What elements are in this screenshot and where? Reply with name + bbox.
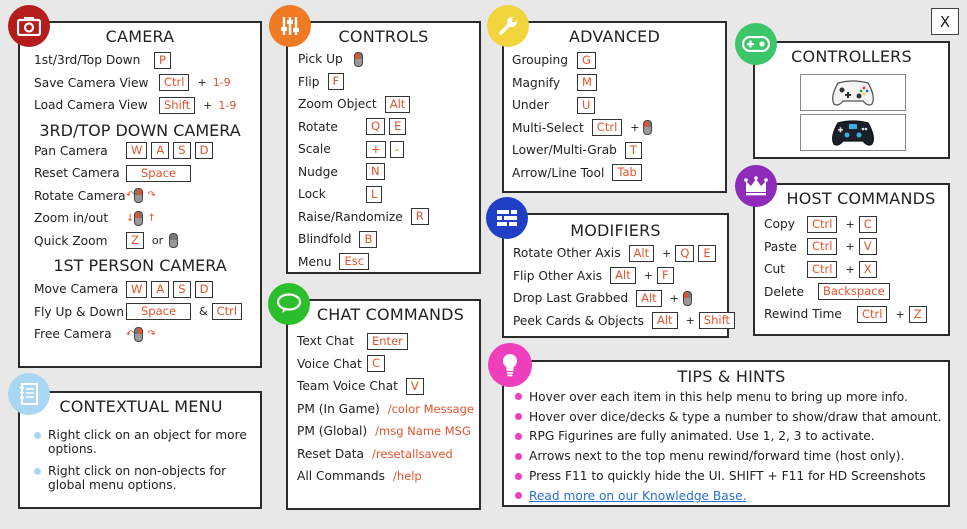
- key-cap: U: [577, 97, 595, 114]
- key-cap: T: [625, 142, 642, 159]
- tips-panel: [502, 360, 950, 507]
- advanced-row[interactable]: [512, 72, 725, 95]
- tip-item: [515, 427, 948, 447]
- wrench-icon: [487, 5, 529, 47]
- key-cap: V: [406, 378, 424, 395]
- plus-sign: +: [630, 121, 640, 135]
- key-cap: C: [859, 216, 877, 233]
- row-label: Fly Up & Down: [34, 304, 124, 319]
- key-cap: Backspace: [818, 283, 890, 300]
- chat-commands-panel: [286, 299, 481, 510]
- advanced-title: ADVANCED: [568, 27, 661, 46]
- key-cap: W: [126, 281, 147, 298]
- number-range: 1-9: [212, 76, 231, 90]
- key-cap: R: [411, 208, 429, 225]
- advanced-row[interactable]: [512, 49, 725, 72]
- key-cap: G: [577, 52, 596, 69]
- key-cap: A: [151, 142, 169, 159]
- third-person-subtitle: 3RD/TOP DOWN CAMERA: [39, 120, 241, 140]
- chat-commands-row[interactable]: [297, 398, 479, 421]
- rotate-arrow-icon: ↶: [126, 190, 135, 202]
- row-label: Arrow/Line Tool: [512, 165, 605, 180]
- key-cap: C: [367, 355, 385, 372]
- tip-text: RPG Figurines are fully animated. Use 1, 2, 3 to activate.: [529, 429, 875, 444]
- modifiers-rows: [513, 242, 730, 332]
- key-cap: X: [859, 261, 877, 278]
- notebook-icon: [8, 373, 50, 415]
- chat-commands-row[interactable]: [297, 443, 479, 466]
- white-gamepad-icon: [830, 79, 876, 107]
- bullet-dot: [34, 468, 41, 475]
- contextual-menu-text: Right click on an object for more options.: [48, 428, 247, 456]
- host-commands-row[interactable]: [764, 236, 948, 259]
- tip-item: [515, 446, 948, 466]
- key-cap: Esc: [339, 253, 369, 270]
- number-range: 1-9: [218, 98, 237, 112]
- row-label: Multi-Select: [512, 120, 584, 135]
- tip-item: [515, 407, 948, 427]
- controls-row[interactable]: [298, 71, 479, 94]
- plus-sign: +: [197, 76, 207, 90]
- tip-item: [515, 466, 948, 486]
- row-label: Delete: [764, 284, 805, 299]
- tip-text: Press F11 to quickly hide the UI. SHIFT + F11 for HD Screenshots: [529, 469, 926, 484]
- modifiers-icon: [486, 197, 528, 239]
- key-cap: F: [328, 73, 345, 90]
- row-label: Team Voice Chat: [297, 379, 398, 394]
- key-cap: Z: [909, 306, 927, 323]
- chat-commands-row[interactable]: [297, 330, 479, 353]
- key-cap: Tab: [612, 164, 641, 181]
- chat-command-text: /help: [392, 469, 422, 484]
- first-person-row[interactable]: [34, 278, 260, 301]
- scroll-arrows-icon: ↓: [126, 212, 135, 224]
- controls-row[interactable]: [298, 116, 479, 139]
- chat-command-text: /msg Name MSG: [375, 424, 471, 439]
- plus-sign: +: [669, 291, 679, 305]
- mouse-icon: [354, 52, 363, 67]
- close-button[interactable]: X: [931, 8, 959, 35]
- advanced-rows: [512, 49, 725, 184]
- key-cap: Alt: [385, 96, 411, 113]
- controls-panel: [286, 21, 481, 274]
- key-cap: Q: [675, 245, 694, 262]
- chat-commands-row[interactable]: [297, 465, 479, 488]
- first-person-subtitle: 1ST PERSON CAMERA: [53, 256, 227, 275]
- bullet-dot: [515, 453, 522, 460]
- third-person-row[interactable]: [34, 162, 260, 185]
- camera-panel: [18, 21, 262, 368]
- contextual-menu-panel: [18, 391, 262, 509]
- row-label: Raise/Randomize: [298, 209, 403, 224]
- row-label: Rotate Camera: [34, 188, 126, 203]
- third-person-row[interactable]: [34, 185, 260, 208]
- key-cap: Enter: [367, 333, 408, 350]
- row-label: Cut: [764, 262, 786, 277]
- chat-commands-row[interactable]: [297, 420, 479, 443]
- modifiers-row[interactable]: [513, 242, 727, 265]
- bullet-dot: [34, 432, 41, 439]
- chat-commands-row[interactable]: [297, 353, 479, 376]
- chat-commands-rows: [297, 330, 479, 488]
- or-text: or: [151, 234, 164, 248]
- advanced-row[interactable]: [512, 94, 725, 117]
- tip-text: Hover over each item in this help menu to bring up more info.: [529, 389, 908, 404]
- modifiers-panel: [502, 213, 729, 338]
- contextual-menu-item: [34, 428, 250, 456]
- bullet-dot: [515, 433, 522, 440]
- key-cap: Shift: [699, 312, 735, 329]
- camera-title: CAMERA: [105, 27, 175, 46]
- rotate-arrow-icon: ↶: [126, 328, 135, 340]
- row-label: Copy: [764, 217, 795, 232]
- playstation-controller-button[interactable]: [800, 114, 906, 151]
- row-label: Rewind Time: [764, 307, 842, 322]
- controls-title: CONTROLS: [338, 27, 429, 46]
- row-label: Pan Camera: [34, 143, 108, 158]
- black-gamepad-icon: [830, 119, 876, 147]
- camera-row[interactable]: [34, 49, 260, 72]
- key-cap: Ctrl: [807, 216, 837, 233]
- chat-bubble-icon: [268, 283, 310, 325]
- controllers-panel: [753, 41, 950, 159]
- camera-row[interactable]: [34, 72, 260, 95]
- plus-sign: +: [845, 262, 855, 276]
- tip-item: [515, 387, 948, 407]
- row-label: Flip: [298, 74, 320, 89]
- modifiers-row[interactable]: [513, 287, 727, 310]
- key-cap: Z: [126, 232, 144, 249]
- controls-row[interactable]: [298, 251, 479, 274]
- key-cap: A: [151, 281, 169, 298]
- row-label: Menu: [298, 254, 332, 269]
- controls-row[interactable]: [298, 138, 479, 161]
- row-label: Reset Data: [297, 446, 365, 461]
- camera-row[interactable]: [34, 94, 260, 117]
- row-label: Quick Zoom: [34, 233, 108, 248]
- mouse-icon: [683, 291, 692, 306]
- chat-command-text: /color Message: [387, 401, 474, 416]
- key-cap: Alt: [652, 312, 678, 329]
- key-cap: D: [195, 281, 214, 298]
- first-person-rows: [34, 278, 260, 346]
- plus-sign: +: [662, 246, 672, 260]
- row-label: PM (Global): [297, 424, 368, 439]
- bullet-dot: [515, 473, 522, 480]
- key-cap: E: [698, 245, 715, 262]
- row-label: Lock: [298, 187, 326, 202]
- row-label: Magnify: [512, 75, 561, 90]
- row-label: Scale: [298, 142, 331, 157]
- mouse-icon: [134, 188, 143, 203]
- bullet-dot: [515, 393, 522, 400]
- camera-icon: [8, 5, 50, 47]
- camera-rows: [34, 49, 260, 117]
- key-cap: Shift: [159, 97, 195, 114]
- host-commands-row[interactable]: [764, 303, 948, 326]
- key-cap: Q: [366, 118, 385, 135]
- third-person-row[interactable]: [34, 207, 260, 230]
- row-label: Blindfold: [298, 232, 352, 247]
- key-cap: D: [195, 142, 214, 159]
- key-cap: S: [173, 281, 190, 298]
- row-label: Flip Other Axis: [513, 268, 603, 283]
- tip-item: [515, 486, 948, 506]
- rotate-arrow-icon: ↷: [147, 328, 156, 340]
- middle-mouse-icon: [169, 233, 178, 248]
- advanced-panel: [502, 21, 727, 193]
- row-label: 1st/3rd/Top Down: [34, 53, 141, 68]
- key-cap: P: [154, 52, 171, 69]
- bullet-dot: [515, 413, 522, 420]
- host-commands-rows: [764, 213, 948, 326]
- advanced-row[interactable]: [512, 117, 725, 140]
- chat-commands-row[interactable]: [297, 375, 479, 398]
- lightbulb-icon: [488, 343, 532, 387]
- key-cap: W: [126, 142, 147, 159]
- crown-icon: [735, 165, 777, 207]
- row-label: Rotate Other Axis: [513, 246, 621, 261]
- key-cap: S: [173, 142, 190, 159]
- row-label: Zoom Object: [298, 97, 377, 112]
- row-label: Under: [512, 98, 549, 113]
- row-label: All Commands: [297, 469, 385, 484]
- controls-row[interactable]: [298, 48, 479, 71]
- advanced-row[interactable]: [512, 162, 725, 185]
- row-label: Text Chat: [297, 334, 355, 349]
- gamepad-icon: [735, 23, 777, 65]
- key-cap: Alt: [629, 245, 655, 262]
- plus-sign: +: [845, 240, 855, 254]
- key-cap: Ctrl: [592, 119, 622, 136]
- row-label: Free Camera: [34, 327, 112, 342]
- advanced-row[interactable]: [512, 139, 725, 162]
- plus-sign: +: [643, 269, 653, 283]
- mouse-icon: [134, 211, 143, 226]
- controls-row[interactable]: [298, 93, 479, 116]
- row-label: Reset Camera: [34, 166, 120, 181]
- key-cap: V: [859, 238, 877, 255]
- key-cap: Alt: [636, 290, 662, 307]
- row-label: Save Camera View: [34, 75, 149, 90]
- key-cap: Space: [126, 165, 191, 182]
- xbox-controller-button[interactable]: [800, 74, 906, 111]
- chat-command-text: /resetallsaved: [372, 446, 453, 461]
- row-label: Rotate: [298, 119, 338, 134]
- plus-sign: +: [685, 314, 695, 328]
- controllers-title: CONTROLLERS: [791, 47, 912, 66]
- controls-rows: [298, 48, 479, 273]
- host-commands-panel: [753, 183, 950, 336]
- first-person-row[interactable]: [34, 301, 260, 324]
- key-cap: -: [390, 141, 404, 158]
- row-label: Voice Chat: [297, 356, 362, 371]
- tip-text: Hover over dice/decks & type a number to show/draw that amount.: [529, 409, 942, 424]
- key-cap: Space: [126, 303, 191, 320]
- row-label: Peek Cards & Objects: [513, 313, 644, 328]
- key-cap: L: [366, 186, 382, 203]
- mouse-icon: [134, 327, 143, 342]
- row-label: Zoom in/out: [34, 211, 109, 226]
- plus-sign: +: [845, 217, 855, 231]
- key-cap: B: [359, 231, 377, 248]
- host-commands-row[interactable]: [764, 281, 948, 304]
- third-person-rows: [34, 140, 260, 253]
- host-commands-row[interactable]: [764, 258, 948, 281]
- tips-title: TIPS & HINTS: [677, 367, 786, 386]
- tip-text: Arrows next to the top menu rewind/forward time (host only).: [529, 449, 905, 464]
- mouse-icon: [643, 120, 652, 135]
- host-commands-row[interactable]: [764, 213, 948, 236]
- rotate-arrow-icon: ↷: [147, 190, 156, 202]
- key-cap: M: [577, 74, 597, 91]
- row-label: PM (In Game): [297, 401, 380, 416]
- contextual-menu-text: Right click on non-objects for global menu options.: [48, 464, 227, 492]
- row-label: Drop Last Grabbed: [513, 291, 629, 306]
- controls-row[interactable]: [298, 161, 479, 184]
- third-person-row[interactable]: [34, 140, 260, 163]
- row-label: Grouping: [512, 53, 568, 68]
- sliders-icon: [269, 5, 311, 47]
- controls-row[interactable]: [298, 183, 479, 206]
- row-label: Pick Up: [298, 52, 343, 67]
- contextual-menu-title: CONTEXTUAL MENU: [59, 397, 223, 416]
- key-cap: +: [366, 141, 386, 158]
- controls-row[interactable]: [298, 228, 479, 251]
- key-cap: Ctrl: [857, 306, 887, 323]
- bullet-dot: [515, 492, 522, 499]
- third-person-row[interactable]: [34, 230, 260, 253]
- key-cap: Ctrl: [807, 261, 837, 278]
- row-label: Paste: [764, 239, 797, 254]
- controls-row[interactable]: [298, 206, 479, 229]
- modifiers-title: MODIFIERS: [570, 221, 661, 240]
- key-cap: E: [389, 118, 406, 135]
- row-label: Lower/Multi-Grab: [512, 143, 617, 158]
- key-cap: F: [657, 267, 674, 284]
- host-commands-title: HOST COMMANDS: [786, 189, 936, 208]
- chat-commands-title: CHAT COMMANDS: [316, 305, 465, 324]
- modifiers-row[interactable]: [513, 310, 730, 333]
- row-label: Move Camera: [34, 282, 119, 297]
- plus-sign: +: [203, 98, 213, 112]
- key-cap: Ctrl: [212, 303, 242, 320]
- row-label: Load Camera View: [34, 98, 148, 113]
- modifiers-row[interactable]: [513, 265, 727, 288]
- tips-list: [515, 387, 948, 506]
- key-cap: Alt: [610, 267, 636, 284]
- first-person-row[interactable]: [34, 323, 260, 346]
- knowledge-base-link[interactable]: Read more on our Knowledge Base.: [529, 488, 747, 503]
- scroll-arrows-icon: ↑: [147, 212, 156, 224]
- ampersand: &: [199, 305, 208, 319]
- key-cap: Ctrl: [807, 238, 837, 255]
- plus-sign: +: [895, 307, 905, 321]
- key-cap: N: [366, 163, 385, 180]
- key-cap: Ctrl: [159, 74, 189, 91]
- contextual-menu-item: [34, 464, 250, 492]
- row-label: Nudge: [298, 164, 338, 179]
